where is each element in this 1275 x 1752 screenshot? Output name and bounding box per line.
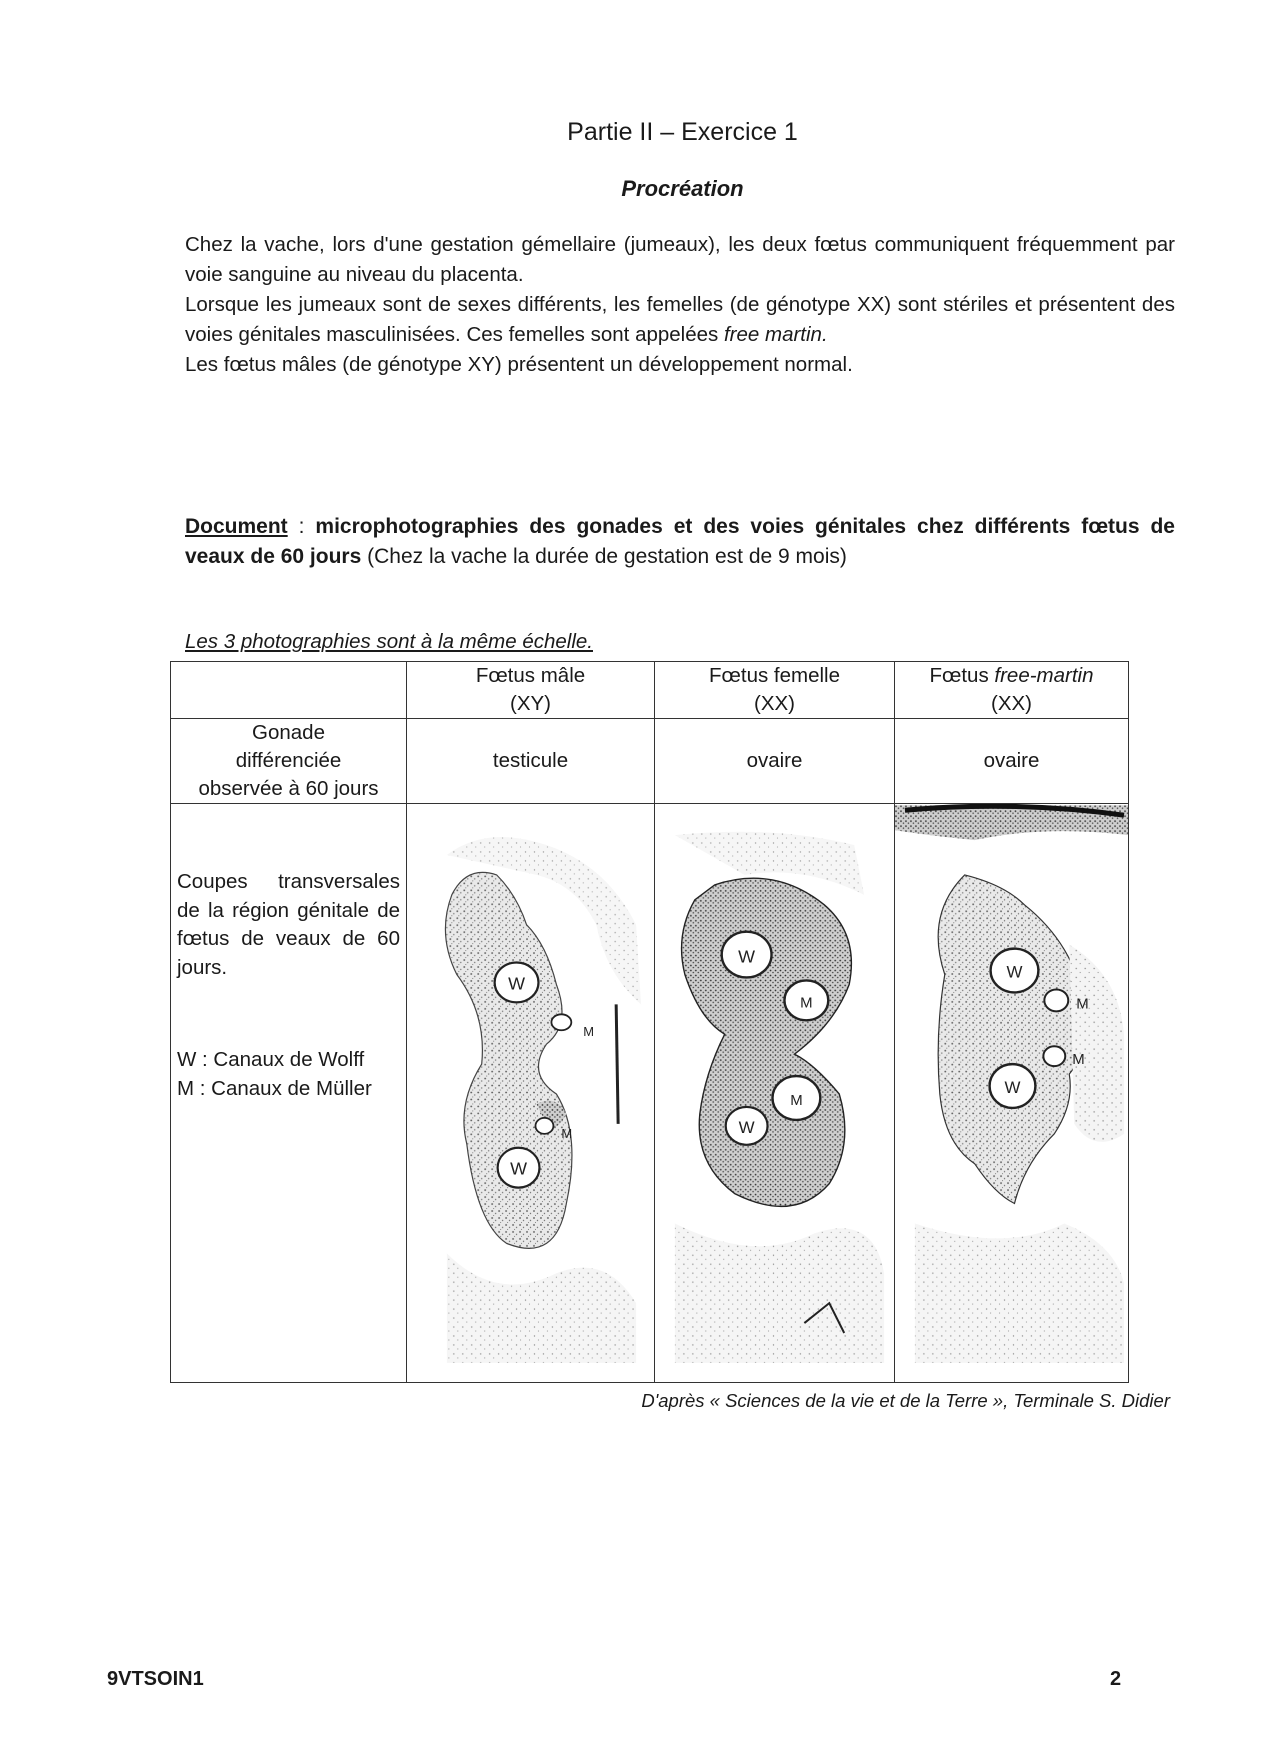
gonade-row-label: Gonade différenciée observée à 60 jours	[171, 719, 407, 804]
intro-paragraph-2	[185, 290, 1175, 350]
female-m-lower: M	[790, 1091, 803, 1109]
column-header-male	[407, 662, 655, 719]
footer-code: 9VTSOIN1	[107, 1668, 204, 1690]
micrograph-freemartin-cell	[895, 804, 1129, 1383]
free-martin-term: free martin.	[723, 323, 828, 346]
document-note: (Chez la vache la durée de gestation est de 9 mois)	[361, 545, 847, 568]
column-header-female-genotype: (XX)	[754, 692, 795, 715]
micrograph-freemartin	[895, 804, 1128, 1382]
micrograph-male-cell	[407, 804, 655, 1383]
column-header-male-title: Fœtus mâle	[475, 664, 586, 687]
coupes-description: Coupes transversales de la région génitale de fœtus de veaux de 60 jours.	[177, 870, 400, 979]
gonade-male-value: testicule	[407, 719, 655, 804]
female-w-lower: W	[738, 1117, 755, 1137]
male-w-upper: W	[508, 973, 526, 994]
coupes-row	[171, 804, 1129, 1383]
freemartin-m-upper: M	[1076, 995, 1089, 1013]
intro-paragraph-2-text: Lorsque les jumeaux sont de sexes différents, les femelles (de génotype XX) sont stériles et présentent des voies génitales masculinisées. Ces femelles sont appelées	[185, 293, 1175, 346]
document-title: microphotographies des gonades et des voies génitales chez différents fœtus de veaux de 60 jours	[185, 515, 1175, 568]
document-separator: :	[287, 515, 316, 538]
intro-paragraph-3: Les fœtus mâles (de génotype XY) présentent un développement normal.	[185, 353, 853, 376]
coupes-description-cell	[171, 804, 407, 1383]
column-header-freemartin-title: Fœtus free-martin	[929, 664, 1094, 687]
freemartin-w-upper: W	[1006, 962, 1023, 982]
source-citation: D'après « Sciences de la vie et de la Terre », Terminale S. Didier	[641, 1390, 1170, 1411]
column-header-female	[655, 662, 895, 719]
female-m-upper: M	[800, 994, 813, 1012]
column-header-freemartin	[895, 662, 1129, 719]
male-w-lower: W	[510, 1158, 528, 1179]
male-m-upper: M	[583, 1024, 595, 1040]
scale-note: Les 3 photographies sont à la même échelle.	[185, 630, 593, 653]
column-header-female-title: Fœtus femelle	[709, 664, 840, 687]
legend-wolff: W : Canaux de Wolff	[177, 1048, 365, 1071]
gonade-female-value: ovaire	[655, 719, 895, 804]
micrograph-table	[170, 661, 1129, 1383]
page-number: 2	[1110, 1668, 1122, 1690]
female-w-upper: W	[738, 946, 756, 967]
table-header-row	[171, 662, 1129, 719]
column-header-freemartin-genotype: (XX)	[991, 692, 1032, 715]
document-caption	[185, 512, 1175, 572]
intro-text	[185, 230, 1175, 380]
male-m-lower: M	[561, 1125, 573, 1141]
micrograph-female	[655, 804, 894, 1382]
exercise-title: Partie II – Exercice 1	[567, 118, 798, 146]
exercise-subtitle: Procréation	[621, 176, 744, 201]
intro-paragraph-1: Chez la vache, lors d'une gestation gémellaire (jumeaux), les deux fœtus communiquent fréquemment par voie sanguine au niveau du placenta.	[185, 233, 1175, 286]
freemartin-m-lower: M	[1072, 1051, 1085, 1069]
gonade-freemartin-value: ovaire	[895, 719, 1129, 804]
freemartin-w-lower: W	[1004, 1078, 1021, 1097]
micrograph-male	[407, 804, 654, 1382]
legend-muller: M : Canaux de Müller	[177, 1076, 372, 1100]
gonade-row	[171, 719, 1129, 804]
column-header-male-genotype: (XY)	[510, 692, 551, 715]
micrograph-female-cell	[655, 804, 895, 1383]
empty-corner-cell	[171, 662, 407, 719]
document-label: Document	[185, 515, 288, 538]
